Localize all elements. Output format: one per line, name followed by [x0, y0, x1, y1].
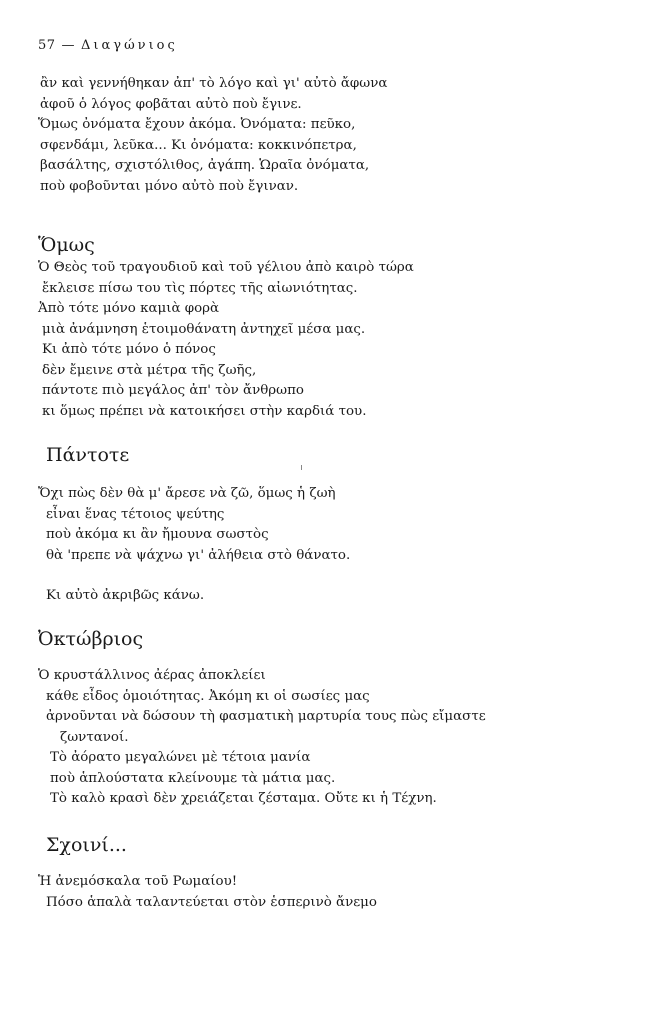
text-line: βασάλτης, σχιστόλιθος, ἀγάπη. Ὡραῖα ὀνόματα, [40, 158, 370, 173]
text-line: εἶναι ἕνας τέτοιος ψεύτης [46, 506, 225, 522]
poem-stanza [38, 872, 377, 913]
text-line: θὰ 'πρεπε νὰ ψάχνω γι' ἀλήθεια στὸ θάνατο. [46, 547, 351, 563]
text-line: ποὺ ἀκόμα κι ἂν ἤμουνα σωστὸς [46, 527, 269, 542]
running-header [38, 38, 178, 53]
poem-stanza [38, 484, 350, 566]
poem-heading: Σχοινί... [46, 834, 127, 856]
text-line: Τὸ ἀόρατο μεγαλώνει μὲ τέτοια μανία [50, 750, 311, 765]
text-line: Τὸ καλὸ κρασὶ δὲν χρειάζεται ζέσταμα. Οὔτε κι ἡ Τέχνη. [50, 791, 437, 806]
poem-heading: Ὀκτώβριος [38, 628, 144, 650]
text-line: Ὁ κρυστάλλινος ἀέρας ἀποκλείει [38, 668, 266, 683]
text-line: Ὅμως ὀνόματα ἔχουν ἀκόμα. Ὀνόματα: πεῦκο, [38, 117, 356, 132]
text-line: ζωντανοί. [60, 729, 129, 745]
intro-stanza [38, 74, 387, 197]
page-number: 57 [38, 38, 56, 53]
text-line: Ἡ ἀνεμόσκαλα τοῦ Ρωμαίου! [38, 874, 238, 889]
text-line: μιὰ ἀνάμνηση ἑτοιμοθάνατη ἀντηχεῖ μέσα μας. [42, 321, 366, 337]
text-line: Κι ἀπὸ τότε μόνο ὁ πόνος [42, 342, 216, 357]
text-line: σφενδάμι, λεῦκα... Κι ὀνόματα: κοκκινόπετρα, [40, 137, 357, 153]
text-line: ἀφοῦ ὁ λόγος φοβᾶται αὐτὸ ποὺ ἔγινε. [40, 96, 302, 112]
text-line: Ὄχι πὼς δὲν θὰ μ' ἄρεσε νὰ ζῶ, ὅμως ἡ ζωὴ [38, 486, 336, 501]
text-line: δὲν ἔμεινε στὰ μέτρα τῆς ζωῆς, [42, 362, 257, 378]
text-line: ἀρνοῦνται νὰ δώσουν τὴ φασματικὴ μαρτυρία τους πὼς εἴμαστε [46, 709, 486, 724]
poem-heading: Πάντοτε [46, 444, 130, 466]
text-line: ποὺ ἁπλούστατα κλείνουμε τὰ μάτια μας. [50, 770, 336, 786]
text-line: πάντοτε πιὸ μεγάλος ἀπ' τὸν ἄνθρωπο [42, 383, 304, 398]
poem-heading: Ὅμως [38, 234, 95, 256]
text-line: ἂν καὶ γεννήθηκαν ἀπ' τὸ λόγο καὶ γι' αὐτὸ ἄφωνα [40, 76, 388, 91]
text-line: ποὺ φοβοῦνται μόνο αὐτὸ ποὺ ἔγιναν. [40, 178, 299, 194]
text-line: κι ὅμως πρέπει νὰ κατοικήσει στὴν καρδιά του. [42, 403, 367, 419]
text-line: ἔκλεισε πίσω του τὶς πόρτες τῆς αἰωνιότητας. [42, 280, 358, 296]
text-line: Ἀπὸ τότε μόνο καμιὰ φορὰ [38, 301, 220, 316]
text-line: Ὁ Θεὸς τοῦ τραγουδιοῦ καὶ τοῦ γέλιου ἀπὸ καιρὸ τώρα [38, 260, 414, 275]
poem-stanza [38, 258, 414, 422]
text-line: κάθε εἶδος ὁμοιότητας. Ἀκόμη κι οἱ σωσίες μας [46, 688, 370, 704]
header-separator: — [61, 38, 76, 53]
stray-mark [301, 465, 302, 470]
poem-stanza [38, 666, 486, 810]
poem-closing-line: Κι αὐτὸ ἀκριβῶς κάνω. [46, 588, 205, 603]
section-title: Διαγώνιος [81, 38, 178, 53]
text-line: Πόσο ἁπαλὰ ταλαντεύεται στὸν ἑσπερινὸ ἄνεμο [46, 894, 377, 910]
